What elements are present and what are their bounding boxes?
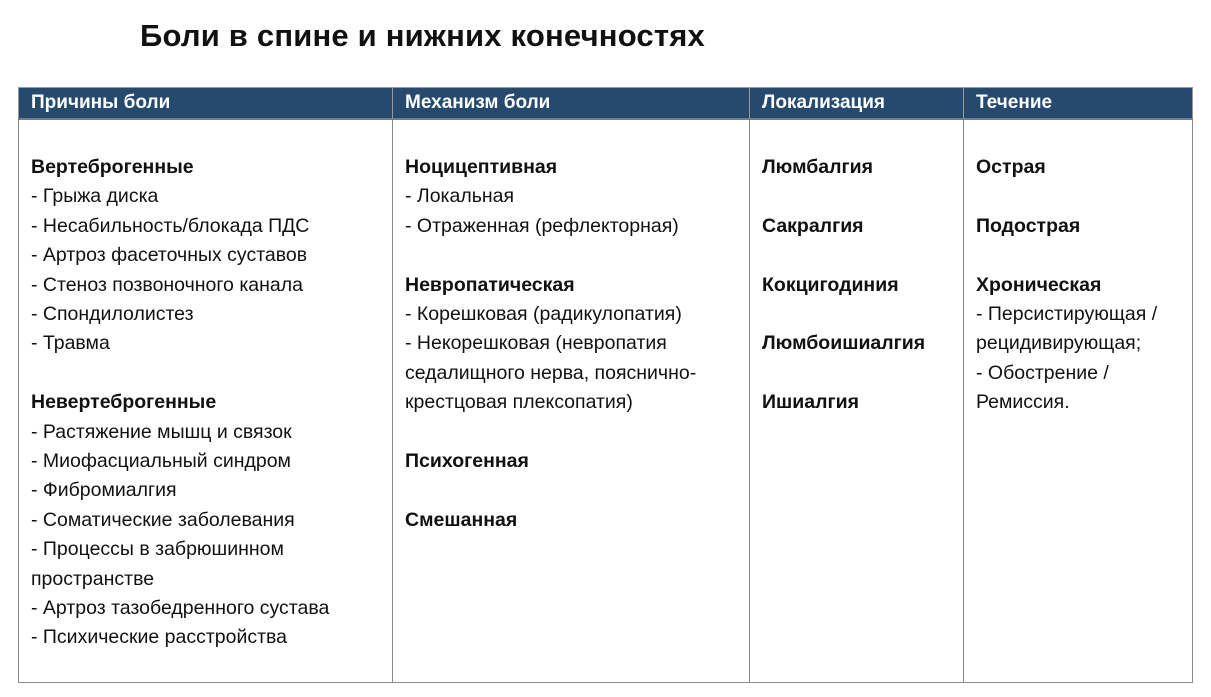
course-cell xyxy=(964,119,1193,683)
group-heading: Кокцигодиния xyxy=(762,273,899,296)
list-item: - Локальная xyxy=(405,185,515,208)
pain-classification-table xyxy=(18,87,1193,683)
group-heading: Люмбалгия xyxy=(762,156,874,178)
header-row xyxy=(19,88,1193,120)
group-acute xyxy=(976,153,1180,182)
mechanism-cell xyxy=(393,119,750,683)
group-heading: Смешанная xyxy=(405,508,518,531)
group-heading: Психогенная xyxy=(405,450,529,473)
list-item: - Соматические заболевания xyxy=(31,508,295,531)
list-item: - Процессы в забрюшинном пространстве xyxy=(31,538,284,590)
list-item: - Некорешковая (невропатия седалищного нерва, пояснично-крестцовая плексопатия) xyxy=(405,332,697,414)
group-lumboischialgia xyxy=(762,329,951,358)
group-heading: Острая xyxy=(976,156,1046,178)
list-item: - Травма xyxy=(31,332,110,355)
localization-cell xyxy=(750,119,964,683)
list-item: - Грыжа диска xyxy=(31,185,159,208)
list-item: - Стеноз позвоночного канала xyxy=(31,273,303,296)
group-heading: Невропатическая xyxy=(405,273,575,296)
group-heading: Ноцицептивная xyxy=(405,156,558,178)
group-heading: Люмбоишиалгия xyxy=(762,332,926,355)
group-heading: Невертеброгенные xyxy=(31,391,217,414)
list-item: - Артроз тазобедренного сустава xyxy=(31,597,330,620)
list-item: - Персистирующая / рецидивирующая; xyxy=(976,303,1158,355)
list-item: - Отраженная (рефлекторная) xyxy=(405,214,679,237)
group-sacralgia xyxy=(762,212,951,241)
group-heading: Ишиалгия xyxy=(762,391,859,414)
column-header-course: Течение xyxy=(964,88,1193,120)
list-item: - Артроз фасеточных суставов xyxy=(31,244,308,267)
page-title: Боли в спине и нижних конечностях xyxy=(140,18,705,53)
column-header-localization: Локализация xyxy=(750,88,964,120)
group-coccygodynia xyxy=(762,271,951,300)
group-heading: Хроническая xyxy=(976,273,1102,296)
list-item: - Психические расстройства xyxy=(31,626,288,649)
group-heading: Вертеброгенные xyxy=(31,156,194,178)
group-lumbalgia xyxy=(762,153,951,182)
group-psychogenic xyxy=(405,447,737,476)
list-item: - Несабильность/блокада ПДС xyxy=(31,214,310,237)
list-item: - Корешковая (радикулопатия) xyxy=(405,303,682,326)
column-header-causes: Причины боли xyxy=(19,88,393,120)
list-item: - Спондилолистез xyxy=(31,303,194,326)
content-row xyxy=(19,119,1193,683)
group-chronic xyxy=(976,271,1180,418)
group-subacute xyxy=(976,212,1180,241)
group-mixed xyxy=(405,506,737,535)
list-item: - Растяжение мышц и связок xyxy=(31,420,292,443)
group-heading: Сакралгия xyxy=(762,214,864,237)
causes-cell xyxy=(19,119,393,683)
group-vertebrogenic xyxy=(31,153,380,359)
list-item: - Обострение / Ремиссия. xyxy=(976,361,1109,414)
list-item: - Фибромиалгия xyxy=(31,479,177,502)
group-nociceptive xyxy=(405,153,737,241)
list-item: - Миофасциальный синдром xyxy=(31,450,291,473)
group-nonvertebrogenic xyxy=(31,388,380,653)
group-heading: Подострая xyxy=(976,214,1081,237)
group-ischialgia xyxy=(762,388,951,417)
group-neuropathic xyxy=(405,271,737,418)
column-header-mechanism: Механизм боли xyxy=(393,88,750,120)
